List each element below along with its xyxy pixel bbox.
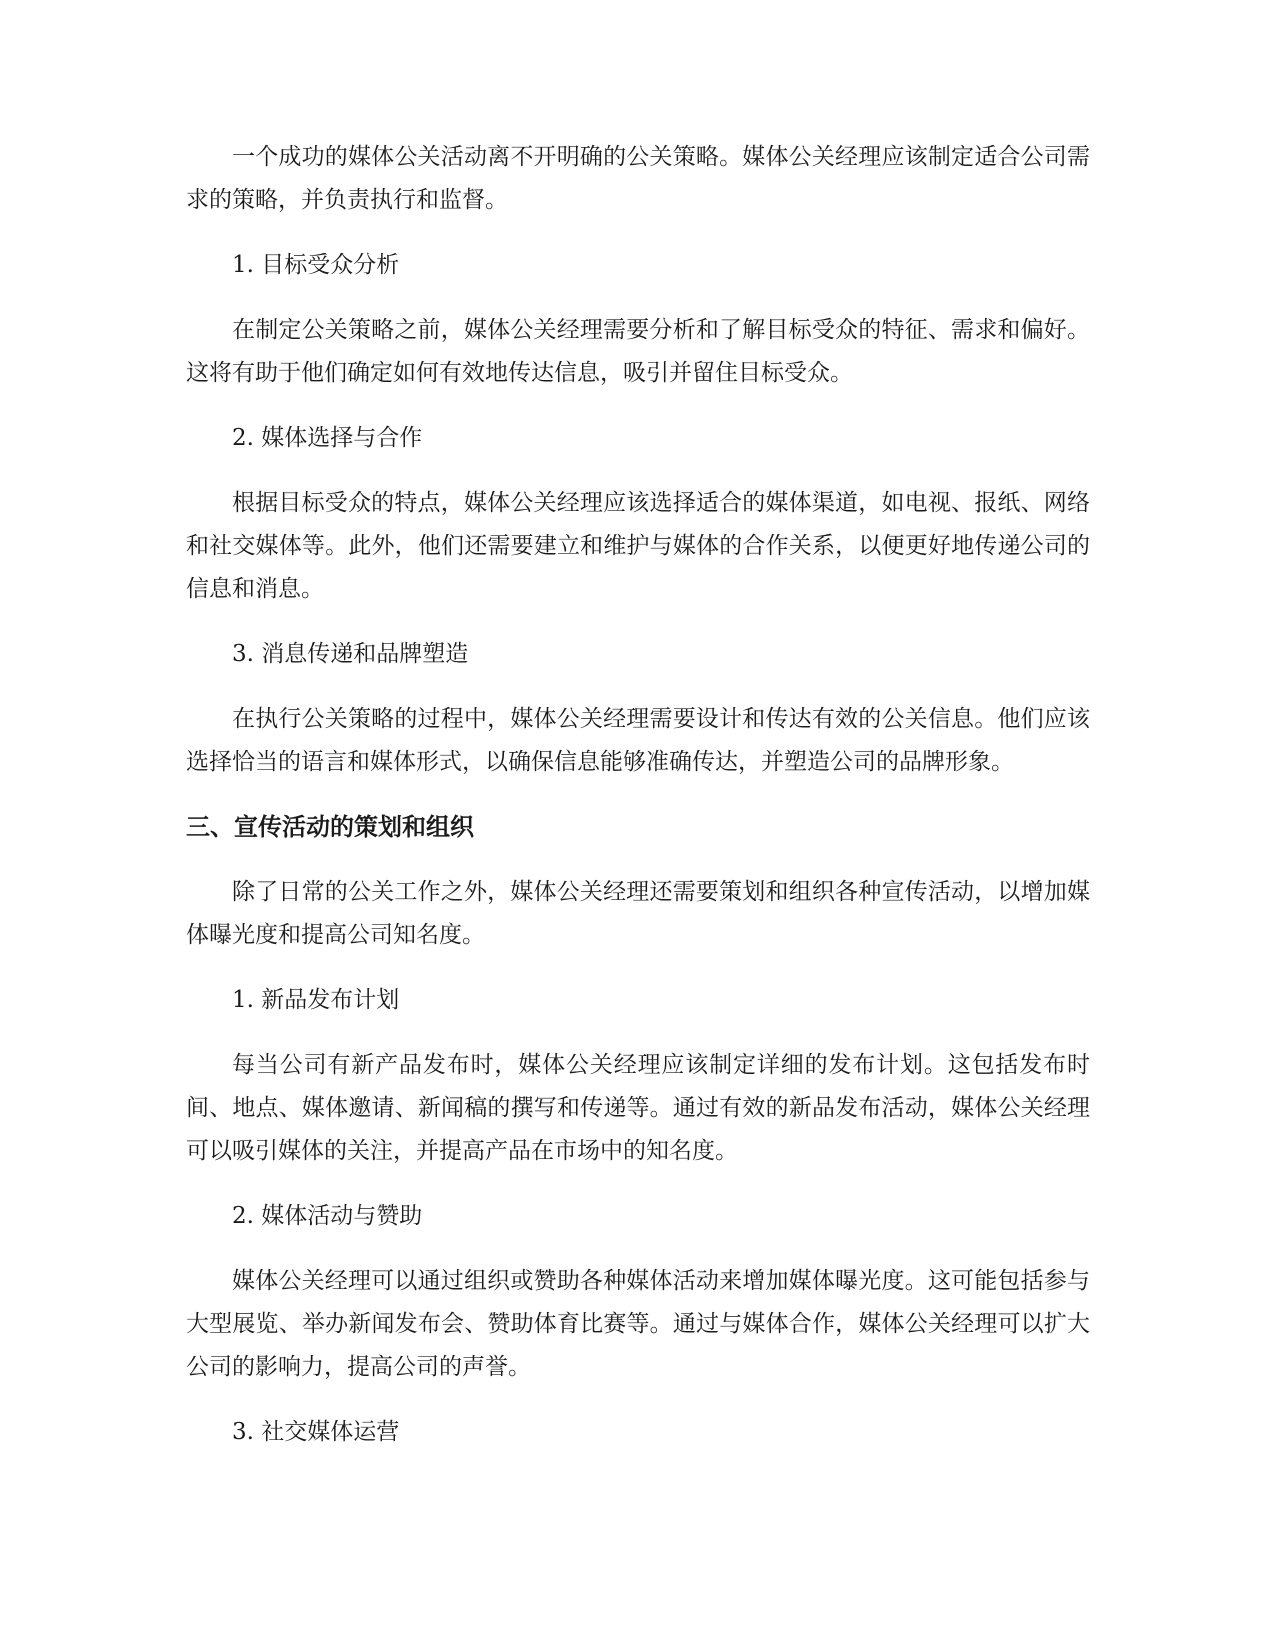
paragraph-product-launch: 每当公司有新产品发布时，媒体公关经理应该制定详细的发布计划。这包括发布时间、地点、媒体邀请、新闻稿的撰写和传递等。通过有效的新品发布活动，媒体公关经理可以吸引媒体的关注，并提高产品在市场中的知名度。 — [186, 1052, 1090, 1164]
paragraph-media-events: 媒体公关经理可以通过组织或赞助各种媒体活动来增加媒体曝光度。这可能包括参与大型展览、举办新闻发布会、赞助体育比赛等。通过与媒体合作，媒体公关经理可以扩大公司的影响力，提高公司的声誉。 — [186, 1268, 1090, 1380]
list-item-target-audience: 1. 目标受众分析 — [232, 252, 400, 278]
paragraph-campaign-intro: 除了日常的公关工作之外，媒体公关经理还需要策划和组织各种宣传活动，以增加媒体曝光度和提高公司知名度。 — [186, 879, 1090, 948]
paragraph-target-audience: 在制定公关策略之前，媒体公关经理需要分析和了解目标受众的特征、需求和偏好。这将有助于他们确定如何有效地传达信息，吸引并留住目标受众。 — [186, 317, 1090, 386]
section-heading-campaign-planning: 三、宣传活动的策划和组织 — [186, 813, 474, 841]
paragraph-strategy-intro: 一个成功的媒体公关活动离不开明确的公关策略。媒体公关经理应该制定适合公司需求的策略，并负责执行和监督。 — [186, 144, 1090, 213]
paragraph-media-selection: 根据目标受众的特点，媒体公关经理应该选择适合的媒体渠道，如电视、报纸、网络和社交媒体等。此外，他们还需要建立和维护与媒体的合作关系，以便更好地传递公司的信息和消息。 — [186, 490, 1090, 602]
list-item-media-events: 2. 媒体活动与赞助 — [232, 1203, 423, 1229]
document-page — [186, 136, 1090, 1476]
list-item-product-launch: 1. 新品发布计划 — [232, 987, 400, 1013]
list-item-social-media: 3. 社交媒体运营 — [232, 1419, 400, 1445]
list-item-media-selection: 2. 媒体选择与合作 — [232, 425, 423, 451]
paragraph-messaging-branding: 在执行公关策略的过程中，媒体公关经理需要设计和传达有效的公关信息。他们应该选择恰当的语言和媒体形式，以确保信息能够准确传达，并塑造公司的品牌形象。 — [186, 706, 1090, 775]
list-item-messaging-branding: 3. 消息传递和品牌塑造 — [232, 641, 469, 667]
